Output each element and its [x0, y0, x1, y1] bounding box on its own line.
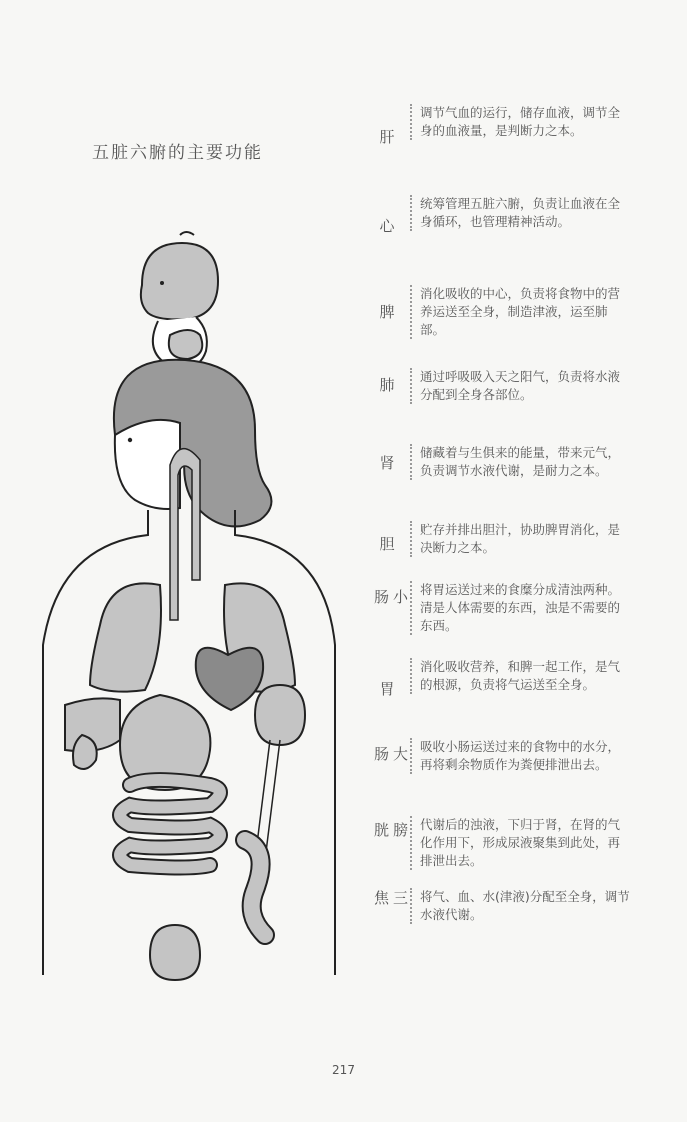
- organ-description: 储藏着与生俱来的能量，带来元气，负责调节水液代谢，是耐力之本。: [410, 444, 630, 480]
- organ-name: 胃: [379, 680, 395, 698]
- organ-description: 吸收小肠运送过来的食物中的水分，再将剩余物质作为粪便排泄出去。: [410, 738, 630, 774]
- kidney: [255, 685, 305, 745]
- organ-description: 将胃运送过来的食糜分成清浊两种。清是人体需要的东西，浊是不需要的东西。: [410, 581, 630, 635]
- organ-description: 消化吸收的中心，负责将食物中的营养运送至全身，制造津液，运至肺部。: [410, 285, 630, 339]
- organ-name: 肾: [379, 454, 395, 472]
- left-lung: [90, 583, 161, 691]
- organ-name: 膀胱: [372, 822, 409, 837]
- organ-name: 三焦: [372, 890, 409, 905]
- organ-name: 心: [379, 217, 395, 235]
- baby-figure: [141, 232, 218, 368]
- organ-name: 小肠: [372, 589, 409, 604]
- organ-description: 调节气血的运行，储存血液，调节全身的血液量，是判断力之本。: [410, 104, 630, 140]
- organ-name: 脾: [379, 303, 395, 321]
- bladder: [150, 925, 200, 980]
- organ-name: 肺: [379, 376, 395, 394]
- organ-description: 通过呼吸吸入天之阳气，负责将水液分配到全身各部位。: [410, 368, 630, 404]
- page-title: 五脏六腑的主要功能: [92, 143, 263, 163]
- organ-description: 贮存并排出胆汁，协助脾胃消化，是决断力之本。: [410, 521, 630, 557]
- organ-description: 统筹管理五脏六腑，负责让血液在全身循环，也管理精神活动。: [410, 195, 630, 231]
- organ-name: 肝: [379, 128, 395, 146]
- heart: [196, 648, 263, 710]
- body-organs-illustration: [30, 225, 350, 995]
- eye: [128, 438, 132, 442]
- organ-description: 代谢后的浊液，下归于肾，在肾的气化作用下，形成尿液聚集到此处，再排泄出去。: [410, 816, 630, 870]
- organ-description: 消化吸收营养，和脾一起工作，是气的根源，负责将气运送至全身。: [410, 658, 630, 694]
- organ-name: 胆: [379, 535, 395, 553]
- page-number: 217: [332, 1063, 355, 1077]
- organ-description: 将气、血、水(津液)分配至全身，调节水液代谢。: [410, 888, 630, 924]
- organ-name: 大肠: [372, 746, 409, 761]
